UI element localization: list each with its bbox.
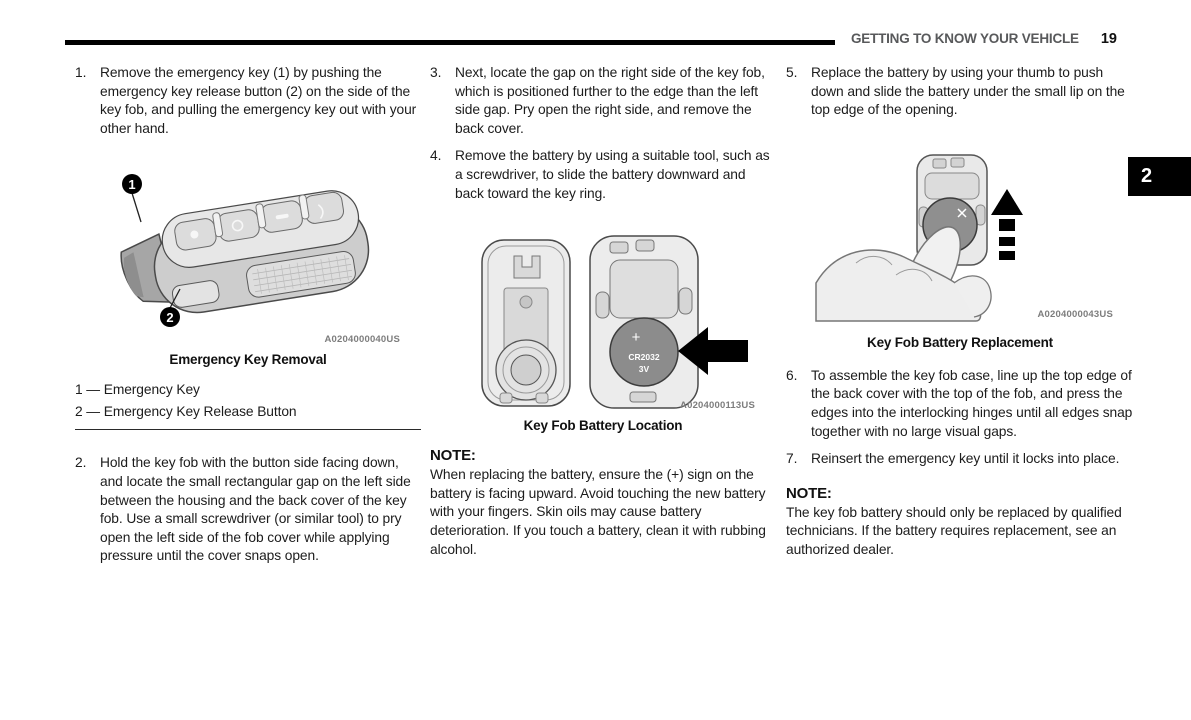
step-number: 2. [75,455,87,471]
step-5 [786,64,1134,120]
legend-item-1: 1 — Emergency Key [75,382,200,398]
step-3 [430,64,776,138]
column-3 [786,64,1134,560]
legend-item-2: 2 — Emergency Key Release Button [75,403,297,419]
column-1 [75,64,421,566]
step-text: Replace the battery by using your thumb to push down and slide the battery under the small lip on the top edge of the opening. [811,65,1125,118]
page-header [845,31,1117,47]
up-arrow-shaft [999,219,1015,231]
step-number: 1. [75,65,87,80]
note-text: The key fob battery should only be replaced by qualified technicians. If the battery requires replacement, see an authorized dealer. [786,504,1122,557]
key-fob-side-illustration [75,168,421,330]
battery-plus-sign: + [631,329,641,347]
note-2 [786,485,1134,560]
fob-button-start [217,209,261,243]
step-number: 4. [430,148,442,164]
figure-emergency-key-removal [75,168,421,345]
note-label: NOTE: [786,484,832,502]
page-number: 19 [1100,31,1117,47]
step-4 [430,147,776,203]
step-number: 5. [786,65,798,80]
step-number: 3. [430,65,442,80]
housing-side-tab [596,292,609,318]
figure-code: A0204000043US [1037,308,1113,320]
column-2 [430,64,776,559]
figure-code: A0204000040US [324,334,400,346]
step-text: Remove the emergency key (1) by pushing the emergency key release button (2) on the side of the key fob, and pulling the emergency key out with your other hand. [100,65,417,136]
housing-bottom-tab [630,392,656,402]
step-7 [786,450,1134,469]
up-arrow-dash [999,237,1015,246]
note-label: NOTE: [430,447,476,465]
cover-ring-inner [511,355,541,385]
plate-hole [520,296,532,308]
housing-panel [610,260,678,318]
figure-caption: Emergency Key Removal [169,352,327,368]
battery-voltage-label: 3V [638,364,650,375]
key-fob-open-illustration [430,230,776,414]
figure-caption: Key Fob Battery Location [523,418,683,434]
step-text: Reinsert the emergency key until it locks into place. [811,451,1120,467]
step-number: 7. [786,451,798,467]
figure-code: A0204000113US [680,400,755,412]
up-arrow-icon [991,189,1023,215]
step-2 [75,454,421,566]
header-rule [65,40,835,45]
step-text: Hold the key fob with the button side facing down, and locate the small rectangular gap on the left side between the housing and the back cover of the key fob. Use a small screwdriver (or similar tool) to pry open the left side of the fob cover while applying pressure until the cover snaps open. [100,455,411,564]
callout-2-number: 2 [166,310,174,326]
step-number: 6. [786,367,798,383]
figure-legend [75,379,421,422]
step-text: To assemble the key fob case, line up the top edge of the back cover with the top of the fob, and press the edges into the interlocking hinges until all edges snap together with no large visual gaps. [811,367,1133,439]
step-1 [75,64,421,138]
housing-detail [610,242,628,253]
battery-model-label: CR2032 [628,352,660,363]
step-text: Remove the battery by using a suitable tool, such as a screwdriver, to slide the battery downward and back toward the key ring. [455,148,770,201]
thumb-press-illustration [786,153,1134,323]
chapter-tab: 2 [1128,157,1191,196]
note-text: When replacing the battery, ensure the (+) sign on the battery is facing upward. Avoid touching the new battery with your fingers. Skin oils may cause battery deterioration. If you touch a battery, clean it with rubbing alcohol. [430,467,766,557]
housing-detail [951,158,964,167]
legend-rule [75,429,421,430]
housing-detail [933,159,946,168]
step-6 [786,367,1134,441]
up-arrow-dash [999,251,1015,260]
step-text: Next, locate the gap on the right side of the key fob, which is positioned further to the edge than the left side gap. Pry open the right side, and remove the back cover. [455,65,765,136]
figure-battery-replacement [786,153,1134,323]
housing-panel [925,173,979,199]
figure-battery-location [430,230,776,414]
cover-tab [536,393,548,403]
fob-button-trunk [303,191,345,225]
callout-1-line [132,193,141,222]
chapter-title: GETTING TO KNOW YOUR VEHICLE [850,31,1079,46]
housing-side-tab [679,288,692,314]
figure-caption: Key Fob Battery Replacement [867,334,1053,350]
cover-tab [500,393,512,403]
housing-detail [636,240,654,251]
note-1 [430,447,776,559]
callout-1-number: 1 [128,177,136,193]
